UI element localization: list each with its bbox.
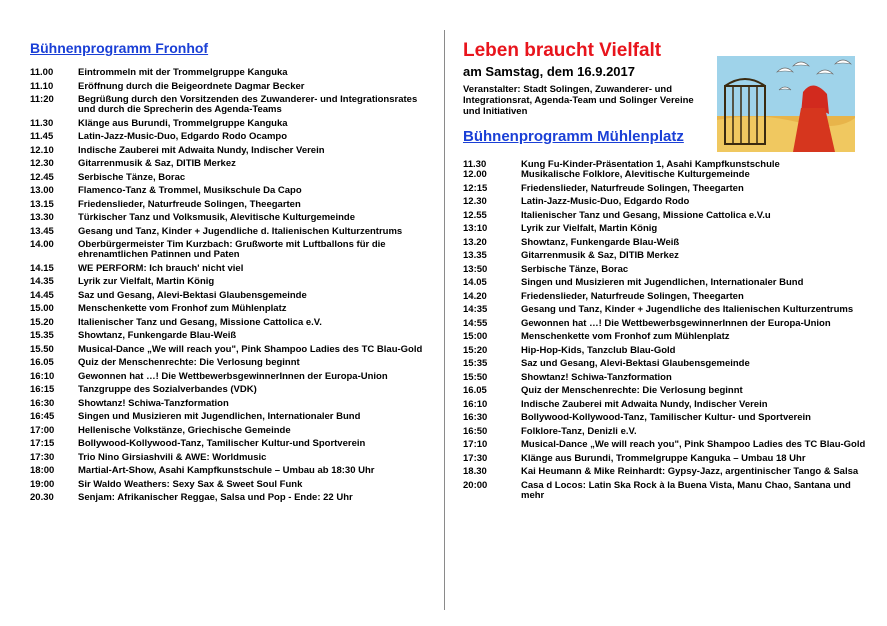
program-time: 13.30 [30,212,54,223]
program-time: 17:30 [30,451,55,463]
program-event: Gitarrenmusik & Saz, DITIB Merkez [521,250,679,261]
program-event: Serbische Tänze, Borac [521,263,629,275]
program-time: 14.15 [30,262,54,274]
program-event: Oberbürgermeister Tim Kurzbach: Grußworte mit Luftballons für die ehrenamtlichen Patinnen und Paten [78,239,386,260]
program-time: 11.10 [30,80,54,92]
program-event: Klänge aus Burundi, Trommelgruppe Kanguka – Umbau 18 Uhr [521,452,806,464]
program-time: 17:30 [463,452,488,464]
program-time: 13.00 [30,185,54,196]
program-time: 11.00 [30,67,54,78]
program-time: 15:35 [463,358,488,369]
program-row [30,345,430,355]
program-row [30,439,430,449]
program-time: 14.45 [30,289,54,301]
program-row [30,466,430,476]
program-time: 16:30 [30,397,55,409]
program-event: Hellenische Volkstänze, Griechische Gemeinde [78,424,291,436]
program-row [30,159,430,169]
program-row [463,278,873,288]
program-time: 15.00 [30,303,54,314]
program-event: Friedenslieder, Naturfreude Solingen, Theegarten [521,290,744,302]
program-row [30,385,430,395]
program-row [30,291,430,301]
program-event: Showtanz, Funkengarde Blau-Weiß [521,236,680,248]
program-event: Martial-Art-Show, Asahi Kampfkunstschule – Umbau ab 18:30 Uhr [78,465,375,476]
muehlenplatz-program-list [463,160,873,504]
program-time: 14:35 [463,304,488,315]
program-row [30,240,430,260]
program-event: Tanzgruppe des Sozialverbandes (VDK) [78,384,257,395]
program-event: Sir Waldo Weathers: Sexy Sax & Sweet Soul Funk [78,478,303,490]
fronhof-heading[interactable]: Bühnenprogramm Fronhof [30,40,209,56]
program-event: Saz und Gesang, Alevi-Bektasi Glaubensgemeinde [521,358,750,369]
program-row [463,440,873,450]
program-row [30,132,430,142]
program-event: Saz und Gesang, Alevi-Bektasi Glaubensgemeinde [78,289,307,301]
program-time: 11.30 [30,117,54,129]
program-time: 12.10 [30,144,54,156]
program-time: 17:10 [463,439,488,450]
program-time: 18:00 [30,465,55,476]
program-row [30,426,430,436]
program-event: Kung Fu-Kinder-Präsentation 1, Asahi Kampfkunstschule Musikalische Folklore, Alevitische Kulturgemeinde [521,159,780,180]
program-row [463,359,873,369]
program-row [463,184,873,194]
program-row [463,346,873,356]
program-time: 13.45 [30,225,54,237]
program-time: 14.35 [30,276,54,287]
program-event: Menschenkette vom Fronhof zum Mühlenplatz [521,331,730,342]
painting-birds-cage-icon [717,56,855,152]
program-row [463,400,873,410]
program-event: Musical-Dance „We will reach you", Pink Shampoo Ladies des TC Blau-Gold [78,343,423,355]
program-row [463,305,873,315]
program-event: Singen und Musizieren mit Jugendlichen, Internationaler Bund [78,411,361,422]
program-time: 14.00 [30,239,54,250]
program-row [30,304,430,314]
program-event: Lyrik zur Vielfalt, Martin König [521,223,658,234]
program-row [463,454,873,464]
program-time: 16:10 [30,370,55,382]
program-row [30,146,430,156]
program-event: Gesang und Tanz, Kinder + Jugendliche des Italienischen Kulturzentrums [521,304,854,315]
program-row [463,197,873,207]
program-row [30,277,430,287]
program-event: Lyrik zur Vielfalt, Martin König [78,276,215,287]
program-row [30,318,430,328]
program-event: Eröffnung durch die Beigeordnete Dagmar Becker [78,80,305,92]
program-event: Gitarrenmusik & Saz, DITIB Merkez [78,158,236,169]
program-row [30,331,430,341]
program-time: 12.30 [463,196,487,207]
program-event: Indische Zauberei mit Adwaita Nundy, Indischer Verein [78,144,325,156]
program-event: Latin-Jazz-Music-Duo, Edgardo Rodo [521,196,690,207]
program-time: 15:50 [463,371,488,383]
program-row [463,224,873,234]
program-event: Casa d Locos: Latin Ska Rock à la Buena Vista, Manu Chao, Santana und mehr [521,479,851,501]
program-event: Klänge aus Burundi, Trommelgruppe Kanguka [78,117,288,129]
program-row [463,481,873,501]
program-time: 15.35 [30,330,54,341]
muehlenplatz-heading[interactable]: Bühnenprogramm Mühlenplatz [463,128,684,145]
program-row [463,373,873,383]
program-row [30,68,430,78]
program-event: Italienischer Tanz und Gesang, Missione Cattolica e.V.u [521,209,771,221]
program-time: 18.30 [463,466,487,477]
column-divider [444,30,445,610]
program-time: 11.45 [30,131,54,142]
program-time: 15.20 [30,316,54,328]
program-time: 15:00 [463,331,488,342]
event-title: Leben braucht Vielfalt [463,40,662,61]
program-row [30,412,430,422]
program-row [463,160,873,180]
program-event: Showtanz! Schiwa-Tanzformation [521,371,672,383]
program-event: Kai Heumann & Mike Reinhardt: Gypsy-Jazz, argentinischer Tango & Salsa [521,466,859,477]
program-event: Gesang und Tanz, Kinder + Jugendliche d. Italienischen Kulturzentrums [78,225,403,237]
program-event: Flamenco-Tanz & Trommel, Musikschule Da Capo [78,185,302,196]
program-row [30,186,430,196]
program-row [30,264,430,274]
program-event: Eintrommeln mit der Trommelgruppe Kanguka [78,67,288,78]
program-row [30,173,430,183]
program-event: Bollywood-Kollywood-Tanz, Tamilischer Kultur-und Sportverein [78,438,366,449]
program-time: 14.20 [463,290,487,302]
program-row [463,319,873,329]
program-time: 11:20 [30,94,54,105]
program-time: 16:45 [30,411,55,422]
program-event: Menschenkette vom Fronhof zum Mühlenplatz [78,303,287,314]
program-time: 16:30 [463,412,488,423]
program-row [30,200,430,210]
program-event: Serbische Tänze, Borac [78,171,186,183]
program-time: 12.30 [30,158,54,169]
program-row [30,227,430,237]
program-time: 16:50 [463,425,488,437]
program-time: 11.30 12.00 [463,159,487,180]
program-row [30,358,430,368]
event-date: am Samstag, dem 16.9.2017 [463,64,635,79]
program-row [463,238,873,248]
program-row [463,211,873,221]
program-row [30,372,430,382]
program-time: 14:55 [463,317,488,329]
event-organizer: Veranstalter: Stadt Solingen, Zuwanderer- und Integrationsrat, Agenda-Team und Solinger Vereine und Initiativen [463,84,694,117]
program-event: Quiz der Menschenrechte: Die Verlosung beginnt [78,357,300,368]
program-row [30,119,430,129]
program-row [30,453,430,463]
program-event: Quiz der Menschenrechte: Die Verlosung beginnt [521,385,743,396]
program-time: 20:00 [463,479,488,491]
program-time: 16.05 [463,385,487,396]
program-time: 16:10 [463,398,488,410]
program-event: Latin-Jazz-Music-Duo, Edgardo Rodo Ocampo [78,131,288,142]
program-event: Gewonnen hat …! Die WettbewerbsgewinnerInnen der Europa-Union [78,370,388,382]
program-event: Showtanz, Funkengarde Blau-Weiß [78,330,237,341]
fronhof-program-list [30,68,430,507]
program-row [30,95,430,115]
program-time: 12.55 [463,209,487,221]
program-row [463,251,873,261]
program-row [463,413,873,423]
program-event: Bollywood-Kollywood-Tanz, Tamilischer Kultur- und Sportverein [521,412,811,423]
program-event: Gewonnen hat …! Die WettbewerbsgewinnerInnen der Europa-Union [521,317,831,329]
program-event: Singen und Musizieren mit Jugendlichen, Internationaler Bund [521,277,804,288]
program-event: Senjam: Afrikanischer Reggae, Salsa und Pop - Ende: 22 Uhr [78,492,353,503]
program-time: 13.15 [30,198,54,210]
program-time: 13.35 [463,250,487,261]
program-time: 16.05 [30,357,54,368]
program-event: Italienischer Tanz und Gesang, Missione Cattolica e.V. [78,316,322,328]
program-time: 12:15 [463,182,488,194]
program-event: Begrüßung durch den Vorsitzenden des Zuwanderer- und Integrationsrates und durch die Sprecherin des Agenda-Teams [78,94,418,115]
program-row [30,213,430,223]
program-row [30,493,430,503]
program-event: Friedenslieder, Naturfreude Solingen, Theegarten [78,198,301,210]
program-time: 13.20 [463,236,487,248]
program-time: 15:20 [463,344,488,356]
program-event: Musical-Dance „We will reach you", Pink Shampoo Ladies des TC Blau-Gold [521,439,866,450]
program-row [463,292,873,302]
program-row [463,332,873,342]
program-row [463,265,873,275]
program-time: 19:00 [30,478,55,490]
program-row [30,82,430,92]
program-event: Friedenslieder, Naturfreude Solingen, Theegarten [521,182,744,194]
program-time: 13:10 [463,223,488,234]
program-event: Hip-Hop-Kids, Tanzclub Blau-Gold [521,344,676,356]
program-time: 16:15 [30,384,55,395]
program-row [463,386,873,396]
program-time: 17:15 [30,438,55,449]
program-time: 17:00 [30,424,55,436]
program-row [30,480,430,490]
program-time: 20.30 [30,492,54,503]
program-event: WE PERFORM: Ich brauch' nicht viel [78,262,244,274]
program-time: 13:50 [463,263,488,275]
program-row [30,399,430,409]
program-event: Showtanz! Schiwa-Tanzformation [78,397,229,409]
program-event: Indische Zauberei mit Adwaita Nundy, Indischer Verein [521,398,768,410]
program-row [463,467,873,477]
program-row [463,427,873,437]
program-event: Türkischer Tanz und Volksmusik, Alevitische Kulturgemeinde [78,212,355,223]
program-time: 15.50 [30,343,54,355]
program-event: Folklore-Tanz, Denizli e.V. [521,425,637,437]
program-event: Trio Nino Girsiashvili & AWE: Worldmusic [78,451,267,463]
program-time: 12.45 [30,171,54,183]
program-time: 14.05 [463,277,487,288]
